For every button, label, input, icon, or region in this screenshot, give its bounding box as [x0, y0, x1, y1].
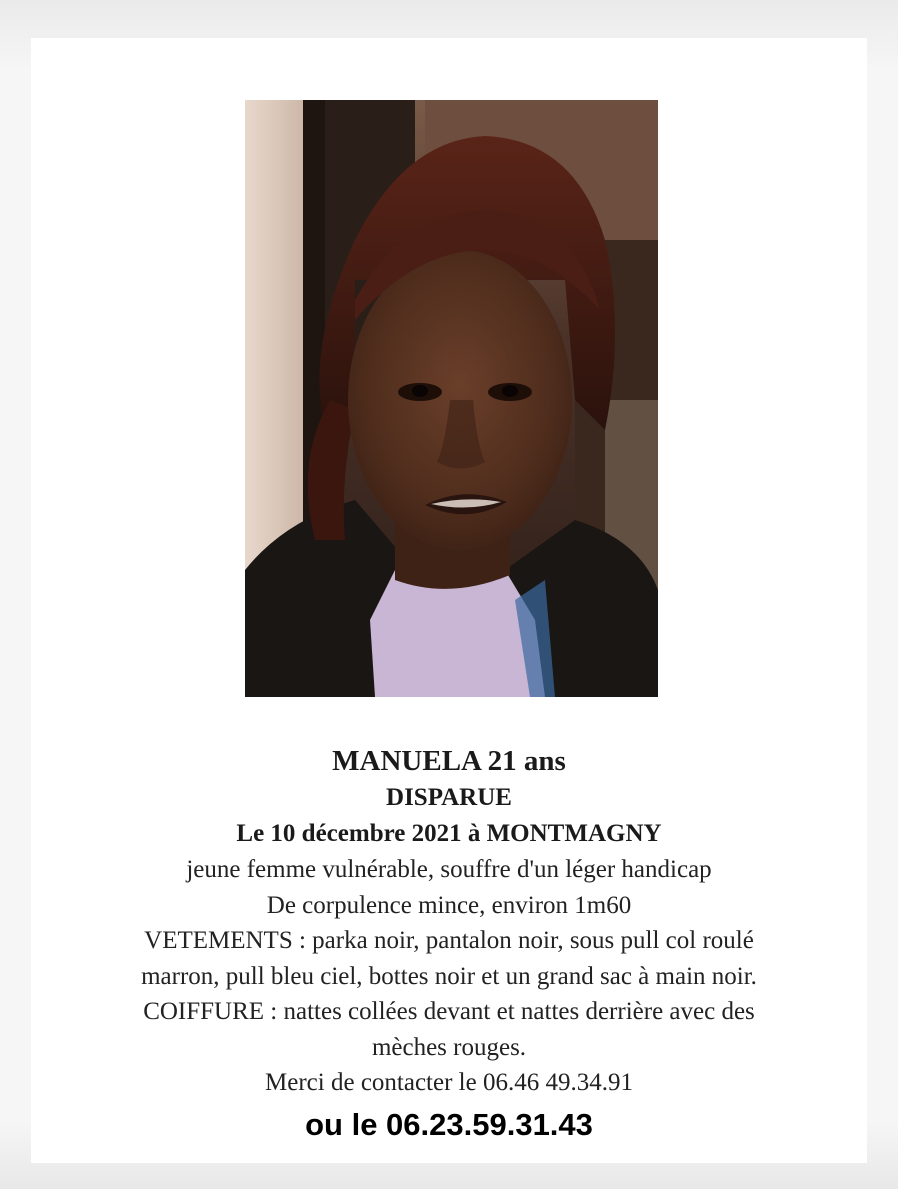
poster-text: [31, 738, 867, 1147]
status-heading: DISPARUE: [386, 784, 512, 811]
person-name-age: MANUELA 21 ans: [332, 745, 566, 777]
portrait-illustration: [245, 100, 658, 697]
contact-line-secondary: ou le 06.23.59.31.43: [305, 1106, 593, 1142]
person-photo: [245, 100, 658, 697]
description-line: jeune femme vulnérable, souffre d'un léger handicap: [186, 856, 712, 883]
description-line: mèches rouges.: [371, 1033, 527, 1061]
disappearance-date-place: Le 10 décembre 2021 à MONTMAGNY: [236, 820, 662, 847]
description-line: COIFFURE : nattes collées devant et nattes derrière avec des: [143, 998, 755, 1025]
description-line: VETEMENTS : parka noir, pantalon noir, sous pull col roulé: [144, 927, 754, 954]
missing-person-poster: [31, 38, 867, 1163]
description-line: De corpulence mince, environ 1m60: [266, 891, 632, 919]
contact-line-primary: Merci de contacter le 06.46 49.34.91: [265, 1069, 633, 1096]
description-line: marron, pull bleu ciel, bottes noir et un grand sac à main noir.: [141, 962, 757, 990]
